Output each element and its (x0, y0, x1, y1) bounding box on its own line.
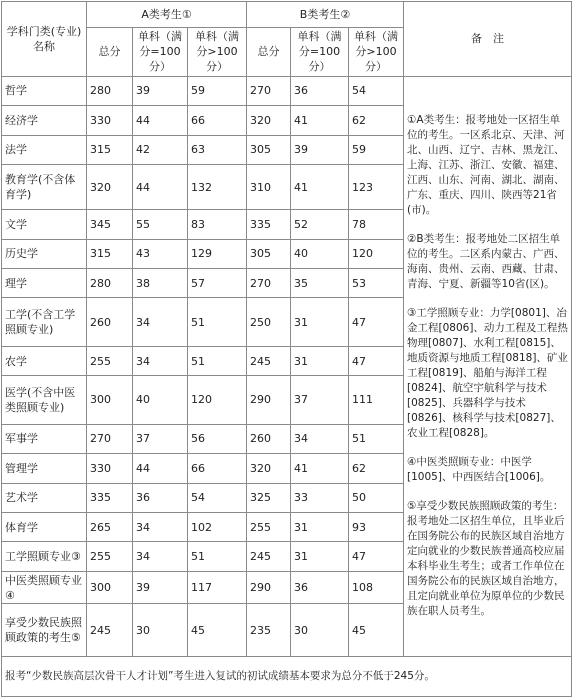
score-cell: 38 (133, 269, 188, 298)
header-b-single-gt100: 单科（满分>100分） (349, 28, 404, 76)
subject-cell: 体育学 (2, 512, 87, 541)
score-cell: 245 (247, 542, 291, 571)
score-cell: 102 (188, 512, 247, 541)
score-cell: 330 (87, 106, 133, 135)
score-cell: 62 (349, 454, 404, 483)
score-cell: 31 (291, 512, 349, 541)
score-cell: 30 (133, 604, 188, 657)
subject-cell: 医学(不含中医类照顾专业) (2, 376, 87, 424)
score-cell: 111 (349, 376, 404, 424)
score-cell: 45 (349, 604, 404, 657)
score-cell: 315 (87, 135, 133, 164)
score-cell: 270 (247, 269, 291, 298)
score-cell: 53 (349, 269, 404, 298)
score-cell: 290 (247, 376, 291, 424)
score-cell: 320 (247, 454, 291, 483)
score-cell: 41 (291, 454, 349, 483)
score-cell: 245 (247, 346, 291, 375)
score-cell: 260 (247, 424, 291, 453)
header-group-b: B类考生② (247, 2, 404, 28)
score-cell: 325 (247, 483, 291, 512)
note-item: ④中医类照顾专业：中医学[1005]、中西医结合[1006]。 (407, 456, 551, 484)
score-cell: 34 (291, 424, 349, 453)
score-cell: 54 (349, 76, 404, 105)
score-cell: 290 (247, 571, 291, 604)
score-cell: 31 (291, 346, 349, 375)
score-cell: 300 (87, 376, 133, 424)
subject-cell: 享受少数民族照顾政策的考生⑤ (2, 604, 87, 657)
header-a-total: 总分 (87, 28, 133, 76)
score-cell: 31 (291, 298, 349, 346)
header-b-single-100: 单科（满分=100分） (291, 28, 349, 76)
score-cell: 51 (188, 542, 247, 571)
score-cell: 330 (87, 454, 133, 483)
score-cell: 40 (291, 239, 349, 268)
note-item: ②B类考生：报考地处二区招生单位的考生。二区系内蒙古、广西、海南、贵州、云南、西藏、甘肃、青海、宁夏、新疆等10省(区)。 (407, 233, 565, 291)
score-cell: 45 (188, 604, 247, 657)
header-group-a: A类考生① (87, 2, 247, 28)
header-subject: 学科门类(专业)名称 (2, 2, 87, 77)
score-cell: 59 (188, 76, 247, 105)
score-cell: 57 (188, 269, 247, 298)
score-cell: 52 (291, 210, 349, 239)
footnote: 报考“少数民族高层次骨干人才计划”考生进入复试的初试成绩基本要求为总分不低于245分。 (2, 656, 572, 696)
subject-cell: 历史学 (2, 239, 87, 268)
score-cell: 305 (247, 135, 291, 164)
subject-cell: 工学照顾专业③ (2, 542, 87, 571)
score-cell: 34 (133, 298, 188, 346)
notes-cell (404, 76, 572, 656)
score-cell: 54 (188, 483, 247, 512)
table-row (2, 76, 572, 105)
subject-cell: 农学 (2, 346, 87, 375)
score-cell: 31 (291, 542, 349, 571)
score-cell: 78 (349, 210, 404, 239)
score-cell: 47 (349, 346, 404, 375)
score-cell: 51 (349, 424, 404, 453)
score-cell: 66 (188, 106, 247, 135)
score-cell: 56 (188, 424, 247, 453)
score-cell: 250 (247, 298, 291, 346)
score-cell: 37 (133, 424, 188, 453)
header-b-total: 总分 (247, 28, 291, 76)
score-cell: 44 (133, 164, 188, 209)
score-cell: 34 (133, 512, 188, 541)
score-cell: 83 (188, 210, 247, 239)
subject-cell: 中医类照顾专业④ (2, 571, 87, 604)
score-cell: 33 (291, 483, 349, 512)
score-cell: 63 (188, 135, 247, 164)
score-cell: 66 (188, 454, 247, 483)
score-cell: 51 (188, 298, 247, 346)
score-cell: 37 (291, 376, 349, 424)
score-cell: 300 (87, 571, 133, 604)
score-cell: 93 (349, 512, 404, 541)
score-cell: 255 (87, 542, 133, 571)
subject-cell: 哲学 (2, 76, 87, 105)
score-cell: 50 (349, 483, 404, 512)
score-cell: 280 (87, 76, 133, 105)
score-cell: 41 (291, 164, 349, 209)
subject-cell: 工学(不含工学照顾专业) (2, 298, 87, 346)
score-cell: 44 (133, 454, 188, 483)
score-cell: 55 (133, 210, 188, 239)
footnote-row (2, 656, 572, 696)
score-cell: 132 (188, 164, 247, 209)
score-cell: 310 (247, 164, 291, 209)
score-cell: 34 (133, 542, 188, 571)
score-cell: 245 (87, 604, 133, 657)
score-cell: 345 (87, 210, 133, 239)
score-cell: 41 (291, 106, 349, 135)
score-cell: 39 (133, 571, 188, 604)
score-cell: 235 (247, 604, 291, 657)
score-cell: 43 (133, 239, 188, 268)
score-cell: 39 (133, 76, 188, 105)
score-cell: 280 (87, 269, 133, 298)
score-cell: 270 (247, 76, 291, 105)
score-cell: 255 (247, 512, 291, 541)
score-cell: 305 (247, 239, 291, 268)
note-item: ⑤享受少数民族照顾政策的考生：报考地处二区招生单位，且毕业后在国务院公布的民族区域自治地方定向就业的少数民族普通高校应届本科毕业生考生；或者工作单位在国务院公布的民族区域自治地方，且定向就业单位为原单位的少数民族在职人员考生。 (407, 500, 565, 618)
score-cell: 108 (349, 571, 404, 604)
header-a-single-gt100: 单科（满分>100分） (188, 28, 247, 76)
score-cell: 44 (133, 106, 188, 135)
subject-cell: 经济学 (2, 106, 87, 135)
score-cell: 320 (247, 106, 291, 135)
score-cell: 270 (87, 424, 133, 453)
subject-cell: 军事学 (2, 424, 87, 453)
score-cell: 51 (188, 346, 247, 375)
score-cell: 315 (87, 239, 133, 268)
score-cell: 255 (87, 346, 133, 375)
score-cell: 335 (247, 210, 291, 239)
score-cell: 129 (188, 239, 247, 268)
score-cell: 120 (188, 376, 247, 424)
header-notes: 备 注 (404, 2, 572, 77)
score-cell: 39 (291, 135, 349, 164)
subject-cell: 艺术学 (2, 483, 87, 512)
score-cell: 265 (87, 512, 133, 541)
subject-cell: 法学 (2, 135, 87, 164)
score-cell: 260 (87, 298, 133, 346)
score-cell: 30 (291, 604, 349, 657)
score-cell: 59 (349, 135, 404, 164)
score-cell: 117 (188, 571, 247, 604)
note-item: ③工学照顾专业：力学[0801]、冶金工程[0806]、动力工程及工程热物理[0807]、水利工程[0815]、地质资源与地质工程[0818]、矿业工程[0819]、船舶与海洋工程[0824]、航空宇航科学与技术[0825]、兵器科学与技术[0826]、核科学与技术[0827]、农业工程[0828]。 (407, 307, 568, 440)
score-cell: 62 (349, 106, 404, 135)
score-cell: 40 (133, 376, 188, 424)
subject-cell: 教育学(不含体育学) (2, 164, 87, 209)
score-cell: 335 (87, 483, 133, 512)
subject-cell: 理学 (2, 269, 87, 298)
score-cell: 36 (291, 76, 349, 105)
score-cell: 47 (349, 298, 404, 346)
score-cell: 34 (133, 346, 188, 375)
header-row-group (2, 2, 572, 28)
subject-cell: 管理学 (2, 454, 87, 483)
note-item: ①A类考生：报考地处一区招生单位的考生。一区系北京、天津、河北、山西、辽宁、吉林、黑龙江、上海、江苏、浙江、安徽、福建、江西、山东、河南、湖北、湖南、广东、重庆、四川、陕西等21省(市)。 (407, 114, 565, 217)
score-cell: 36 (133, 483, 188, 512)
score-cell: 47 (349, 542, 404, 571)
score-cell: 36 (291, 571, 349, 604)
score-cell: 320 (87, 164, 133, 209)
score-cell: 35 (291, 269, 349, 298)
score-cell: 123 (349, 164, 404, 209)
score-cell: 120 (349, 239, 404, 268)
score-table (1, 1, 572, 697)
score-cell: 42 (133, 135, 188, 164)
subject-cell: 文学 (2, 210, 87, 239)
header-a-single-100: 单科（满分=100分） (133, 28, 188, 76)
